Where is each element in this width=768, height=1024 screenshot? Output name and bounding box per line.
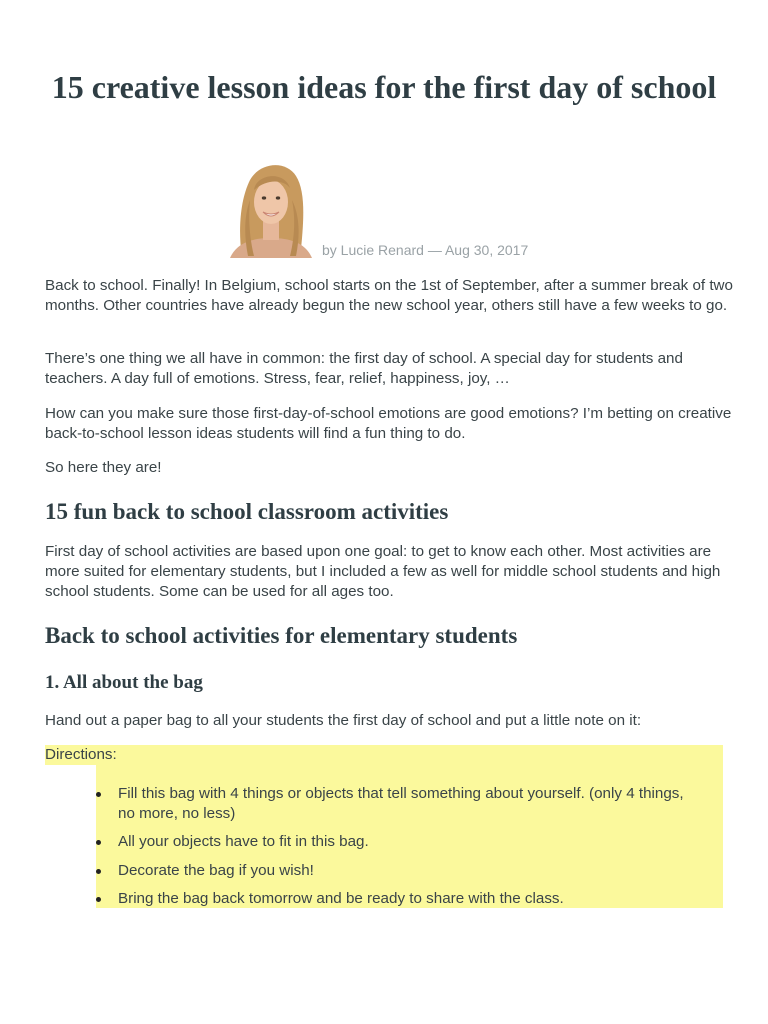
activity-heading: 1. All about the bag (45, 672, 203, 693)
section-paragraph: First day of school activities are based upon one goal: to get to know each other. Most activities are more suited for elementary students, but I included a few as well for middle school students and high school students. Some can be used for all ages too. (45, 543, 721, 600)
bullet-icon (96, 792, 101, 797)
intro-paragraph: There’s one thing we all have in common: the first day of school. A special day for students and teachers. A day full of emotions. Stress, fear, relief, happiness, joy, … (45, 350, 683, 387)
section-heading: 15 fun back to school classroom activities (45, 499, 449, 524)
list-item-text: Bring the bag back tomorrow and be ready to share with the class. (118, 890, 564, 907)
directions-list-highlight (96, 765, 723, 908)
intro-paragraph: How can you make sure those first-day-of-school emotions are good emotions? I’m betting on creative back-to-school lesson ideas students will find a fun thing to do. (45, 405, 732, 442)
list-item (96, 832, 696, 852)
activity-paragraph: Hand out a paper bag to all your students the first day of school and put a little note on it: (45, 712, 642, 729)
article-byline: by Lucie Renard — Aug 30, 2017 (322, 242, 529, 258)
list-item (96, 861, 696, 881)
bullet-icon (96, 869, 101, 874)
intro-paragraph: Back to school. Finally! In Belgium, school starts on the 1st of September, after a summer break of two months. Other countries have already begun the new school year, others still have a few weeks to go. (45, 277, 733, 314)
intro-paragraph: So here they are! (45, 459, 162, 476)
list-item-text: Decorate the bag if you wish! (118, 862, 314, 879)
bullet-icon (96, 840, 101, 845)
list-item (96, 889, 696, 909)
list-item (96, 784, 696, 824)
directions-label: Directions: (45, 746, 117, 763)
section-heading: Back to school activities for elementary students (45, 623, 518, 648)
author-info (224, 160, 644, 260)
list-item-text: Fill this bag with 4 things or objects that tell something about yourself. (only 4 things, no more, no less) (118, 785, 684, 822)
directions-label-highlight (45, 745, 723, 765)
bullet-icon (96, 897, 101, 902)
list-item-text: All your objects have to fit in this bag. (118, 833, 369, 850)
author-avatar (224, 160, 318, 258)
article-title: 15 creative lesson ideas for the first day of school (51, 69, 717, 105)
